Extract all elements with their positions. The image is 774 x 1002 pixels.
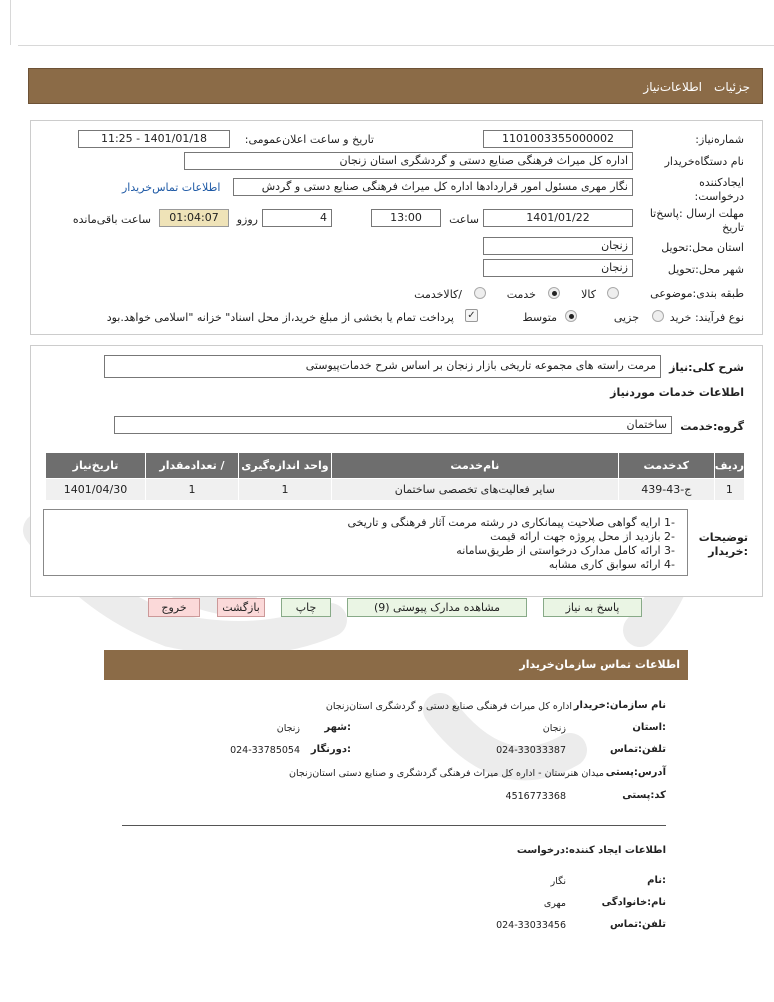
page-header bbox=[28, 68, 763, 104]
category-option-goods: کالا bbox=[581, 288, 596, 301]
address-value: میدان هنرستان - اداره کل میراث فرهنگی گردشگری و صنایع دستی استان‌زنجان bbox=[289, 768, 604, 779]
section-divider bbox=[122, 825, 666, 826]
col-name: نام‌خدمت bbox=[331, 453, 618, 479]
phone-value: 024-33033387 bbox=[496, 745, 566, 756]
contact-province-label: :استان bbox=[632, 722, 666, 733]
cell-name: سایر فعالیت‌های تخصصی ساختمان bbox=[331, 479, 618, 501]
summary-label: شرح کلی:نیاز bbox=[669, 361, 744, 374]
group-field: ساختمان bbox=[114, 416, 672, 434]
description-box: -1 ارایه گواهی صلاحیت پیمانکاری در رشته مرمت آثار فرهنگی و تاریخی -2 بازدید از محل پروژه جهت ارائه قیمت -3 ارائه کامل مدارک درخواستی از طریق‌سامانه -4 ارائه سوابق کاری مشابه bbox=[43, 509, 688, 576]
creator-name-label: :نام bbox=[647, 875, 666, 886]
col-row: ردیف bbox=[714, 453, 744, 479]
col-unit: واحد اندازه‌گیری bbox=[238, 453, 331, 479]
process-radio-medium[interactable] bbox=[565, 310, 577, 322]
announce-field: 1401/01/18 - 11:25 bbox=[78, 130, 230, 148]
services-title: اطلاعات خدمات موردنیاز bbox=[610, 386, 744, 399]
items-table bbox=[45, 452, 745, 501]
phone-label: تلفن:تماس bbox=[609, 744, 666, 755]
creator-phone-value: 024-33033456 bbox=[496, 920, 566, 931]
exit-button[interactable]: خروج bbox=[148, 598, 200, 617]
deadline-label: مهلت ارسال :پاسخ‌تا bbox=[649, 207, 744, 220]
address-label: آدرس:پستی bbox=[605, 767, 666, 778]
buyer-contact-link[interactable]: اطلاعات تماس‌خریدار bbox=[122, 181, 221, 194]
category-radio-both[interactable] bbox=[474, 287, 486, 299]
creator-phone-label: تلفن:تماس bbox=[609, 919, 666, 930]
payment-checkbox[interactable]: ✓ bbox=[465, 309, 478, 322]
category-radio-goods[interactable] bbox=[607, 287, 619, 299]
days-label: روزو bbox=[236, 213, 258, 226]
reply-button[interactable]: پاسخ به نیاز bbox=[543, 598, 642, 617]
process-radio-minor[interactable] bbox=[652, 310, 664, 322]
city-field: زنجان bbox=[483, 259, 633, 277]
deadline-time-field: 13:00 bbox=[371, 209, 441, 227]
province-field: زنجان bbox=[483, 237, 633, 255]
contact-title: اطلاعات تماس سازمان‌خریدار bbox=[519, 658, 680, 671]
category-radio-service[interactable] bbox=[548, 287, 560, 299]
contact-city-label: :شهر bbox=[324, 722, 351, 733]
back-button[interactable]: بازگشت bbox=[217, 598, 265, 617]
org-value: اداره کل میراث فرهنگی صنایع دستی و گردشگری استان‌زنجان bbox=[325, 701, 572, 712]
cell-row: 1 bbox=[714, 479, 744, 501]
contact-province-value: زنجان bbox=[542, 723, 566, 734]
process-option-minor: جزیی bbox=[613, 311, 639, 324]
top-left-divider bbox=[10, 0, 11, 45]
creator-family-value: مهری bbox=[543, 898, 566, 909]
city-label: شهر محل:تحویل bbox=[667, 263, 744, 276]
announce-label: تاریخ و ساعت اعلان‌عمومی: bbox=[244, 133, 374, 146]
creator-family-label: نام:خانوادگی bbox=[601, 897, 666, 908]
postal-value: 4516773368 bbox=[505, 791, 566, 802]
group-label: گروه:خدمت bbox=[680, 420, 744, 433]
category-label: طبقه بندی:موضوعی bbox=[650, 287, 744, 300]
need-number-field: 1101003355000002 bbox=[483, 130, 633, 148]
table-row bbox=[46, 479, 745, 501]
cell-unit: 1 bbox=[238, 479, 331, 501]
postal-label: کد:پستی bbox=[622, 790, 666, 801]
col-quantity: / تعدادمقدار bbox=[146, 453, 239, 479]
top-divider bbox=[18, 45, 774, 46]
buyer-field: اداره کل میراث فرهنگی صنایع دستی و گردشگری استان زنجان bbox=[184, 152, 633, 170]
remaining-label: ساعت باقی‌مانده bbox=[72, 213, 151, 226]
province-label: استان محل:تحویل bbox=[661, 241, 744, 254]
category-option-both: /کالاخدمت bbox=[414, 288, 462, 301]
description-label-2: :خریدار bbox=[708, 545, 748, 558]
remaining-time-field: 01:04:07 bbox=[159, 209, 229, 227]
contact-city-value: زنجان bbox=[276, 723, 300, 734]
category-option-service: خدمت bbox=[506, 288, 536, 301]
attachments-button[interactable]: مشاهده مدارک پیوستی (9) bbox=[347, 598, 527, 617]
deadline-label-2: تاریخ bbox=[722, 221, 744, 234]
creator-label-2: درخواست: bbox=[694, 190, 744, 203]
col-code: کدخدمت bbox=[618, 453, 714, 479]
days-field: 4 bbox=[262, 209, 332, 227]
creator-section-title: اطلاعات ایجاد کننده:درخواست bbox=[516, 845, 666, 856]
cell-quantity: 1 bbox=[146, 479, 239, 501]
tab-need-info[interactable]: اطلاعات‌نیاز bbox=[643, 80, 702, 94]
contact-header bbox=[104, 650, 688, 680]
deadline-date-field: 1401/01/22 bbox=[483, 209, 633, 227]
buyer-label: نام دستگاه‌خریدار bbox=[664, 155, 744, 168]
deadline-time-label: ساعت bbox=[449, 213, 479, 226]
need-number-label: شماره‌نیاز: bbox=[695, 133, 744, 146]
cell-code: ج-43-439 bbox=[618, 479, 714, 501]
process-label: نوع فرآیند: خرید bbox=[669, 311, 744, 324]
cell-date: 1401/04/30 bbox=[46, 479, 146, 501]
payment-note: پرداخت تمام یا بخشی از مبلغ خرید،از محل اسناد" خزانه "اسلامی خواهد.بود bbox=[106, 311, 454, 324]
print-button[interactable]: چاپ bbox=[281, 598, 331, 617]
description-label: توضیحات bbox=[698, 531, 748, 544]
summary-field: مرمت راسته های مجموعه تاریخی بازار زنجان بر اساس شرح خدمات‌پیوستی bbox=[104, 355, 661, 378]
org-label: نام سازمان:خریدار bbox=[573, 700, 666, 711]
col-date: تاریخ‌نیاز bbox=[46, 453, 146, 479]
process-option-medium: متوسط bbox=[522, 311, 557, 324]
creator-name-value: نگار bbox=[550, 876, 566, 887]
creator-label: ایجادکننده bbox=[699, 176, 744, 189]
fax-value: 024-33785054 bbox=[230, 745, 300, 756]
creator-field: نگار مهری مسئول امور قراردادها اداره کل میراث فرهنگی صنایع دستی و گردش bbox=[233, 178, 633, 196]
fax-label: :دورنگار bbox=[310, 744, 351, 755]
table-header-row bbox=[46, 453, 745, 479]
tab-details[interactable]: جزئیات bbox=[714, 80, 750, 94]
